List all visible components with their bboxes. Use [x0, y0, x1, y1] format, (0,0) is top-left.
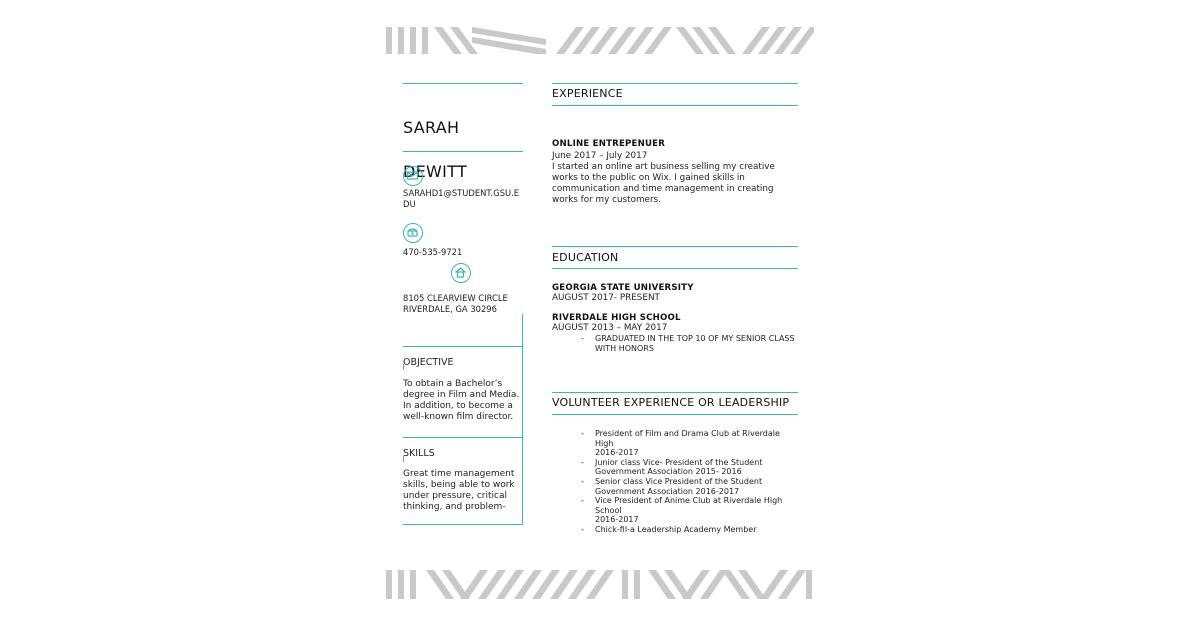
volunteer-list — [552, 429, 792, 535]
volunteer-heading: VOLUNTEER EXPERIENCE OR LEADERSHIP — [552, 396, 790, 409]
education-bullet-text: GRADUATED IN THE TOP 10 OF MY SENIOR CLASS WITH HONORS — [595, 334, 795, 353]
volunteer-item-text: Chick-fil-a Leadership Academy Member — [595, 524, 757, 534]
top-pattern-band — [386, 27, 814, 54]
education-bottom-rule — [552, 268, 798, 269]
objective-top-rule — [403, 346, 523, 347]
name-bottom-rule — [403, 151, 523, 152]
home-icon — [451, 263, 471, 283]
school1-name: GEORGIA STATE UNIVERSITY — [552, 283, 694, 293]
skills-text: Great time management skills, being able to work under pressure, critical thinking, and problem- — [403, 469, 515, 512]
phone-text: 470-535-9721 — [403, 247, 463, 257]
job-title: ONLINE ENTREPENUER — [552, 139, 666, 149]
volunteer-item-text: Senior class Vice President of the Student Government Association 2016-2017 — [595, 476, 763, 496]
school2-name: RIVERDALE HIGH SCHOOL — [552, 313, 681, 323]
phone-icon — [403, 223, 423, 243]
skills-heading: SKILLS — [403, 448, 435, 459]
experience-top-rule — [552, 83, 798, 84]
list-item: - President of Film and Drama Club at Riverdale High 2016-2017 — [552, 429, 792, 458]
objective-text: To obtain a Bachelor’s degree in Film and Media. In addition, to become a well-known film director. — [403, 379, 520, 422]
volunteer-item-date: 2016-2017 — [595, 515, 639, 525]
volunteer-bottom-rule — [552, 414, 798, 415]
skills-bottom-rule — [403, 524, 523, 525]
bottom-pattern-band — [386, 570, 814, 599]
address-text: 8105 CLEARVIEW CIRCLE RIVERDALE, GA 30296 — [403, 293, 508, 314]
school1-dates: AUGUST 2017- PRESENT — [552, 293, 660, 303]
list-item: - Vice President of Anime Club at Riverdale High School 2016-2017 — [552, 496, 792, 525]
list-item: - Chick-fil-a Leadership Academy Member — [581, 524, 757, 534]
education-heading: EDUCATION — [552, 251, 619, 264]
volunteer-top-rule — [552, 392, 798, 393]
volunteer-item-date: 2016-2017 — [595, 448, 639, 458]
envelope-icon — [403, 166, 423, 186]
name-top-rule — [403, 83, 523, 84]
job-dates: June 2017 – July 2017 — [552, 151, 648, 161]
job-description: I started an online art business selling my creative works to the public on Wix. I gained skills in communication and time management in creating works for my customers. — [552, 162, 775, 205]
school2-dates: AUGUST 2013 – MAY 2017 — [552, 323, 668, 333]
volunteer-item-text: Vice President of Anime Club at Riverdale High School — [595, 496, 783, 515]
email-text: SARAHD1@STUDENT.GSU.EDU — [403, 188, 520, 209]
first-name: SARAH — [403, 118, 460, 137]
skills-top-rule — [403, 437, 523, 438]
list-item: - GRADUATED IN THE TOP 10 OF MY SENIOR CLASS WITH HONORS — [581, 334, 795, 353]
volunteer-item-text: President of Film and Drama Club at Riverdale High — [595, 429, 780, 448]
list-item: - Senior class Vice President of the Student Government Association 2016-2017 — [581, 476, 763, 496]
objective-heading: OBJECTIVE — [403, 357, 454, 368]
education-top-rule — [552, 246, 798, 247]
list-item: - Junior class Vice- President of the Student Government Association 2015- 2016 — [581, 457, 763, 477]
education-bullets — [552, 334, 802, 353]
experience-heading: EXPERIENCE — [552, 87, 623, 100]
volunteer-item-text: Junior class Vice- President of the Student Government Association 2015- 2016 — [595, 457, 763, 477]
last-name: DEWITT — [403, 162, 468, 181]
experience-bottom-rule — [552, 105, 798, 106]
